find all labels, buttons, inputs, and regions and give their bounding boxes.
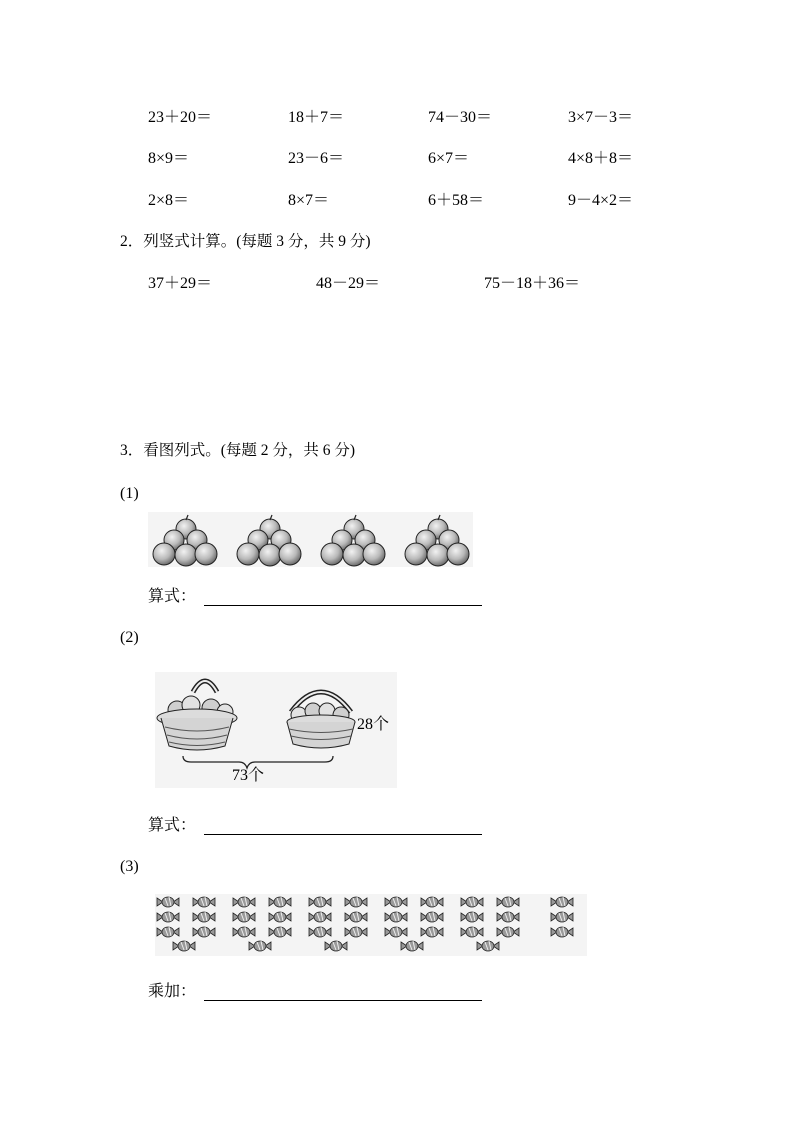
- vertical-calc-3: 75－18＋36＝: [484, 275, 581, 292]
- q3-label: (3): [120, 858, 139, 875]
- q3-answer-label: 乘加：: [148, 983, 197, 1000]
- calc-r1c4: 3×7－3＝: [568, 109, 634, 126]
- calc-r2c1: 8×9＝: [148, 150, 190, 167]
- total-count-label: 73个: [232, 767, 265, 784]
- section3-title: 3．看图列式。(每题 2 分，共 6 分): [120, 442, 356, 459]
- calc-r3c1: 2×8＝: [148, 192, 190, 209]
- calc-r2c4: 4×8＋8＝: [568, 150, 634, 167]
- section2-title: 2．列竖式计算。(每题 3 分，共 9 分): [120, 233, 371, 250]
- calc-r1c1: 23＋20＝: [148, 109, 213, 126]
- vertical-calc-1: 37＋29＝: [148, 275, 213, 292]
- calc-r3c3: 6＋58＝: [428, 192, 485, 209]
- q2-answer-line[interactable]: [204, 834, 482, 835]
- basket-count-label: 28个: [357, 716, 390, 733]
- q2-answer-label: 算式：: [148, 817, 197, 834]
- q2-label: (2): [120, 629, 139, 646]
- calc-r1c3: 74－30＝: [428, 109, 493, 126]
- candies-picture: [155, 894, 587, 956]
- calc-r3c4: 9－4×2＝: [568, 192, 634, 209]
- calc-r3c2: 8×7＝: [288, 192, 330, 209]
- calc-r2c2: 23－6＝: [288, 150, 345, 167]
- apple-piles-picture: [148, 512, 473, 567]
- q1-label: (1): [120, 485, 139, 502]
- calc-r1c2: 18＋7＝: [288, 109, 345, 126]
- q1-answer-label: 算式：: [148, 588, 197, 605]
- vertical-calc-2: 48－29＝: [316, 275, 381, 292]
- q1-answer-line[interactable]: [204, 605, 482, 606]
- calc-r2c3: 6×7＝: [428, 150, 470, 167]
- q3-answer-line[interactable]: [204, 1000, 482, 1001]
